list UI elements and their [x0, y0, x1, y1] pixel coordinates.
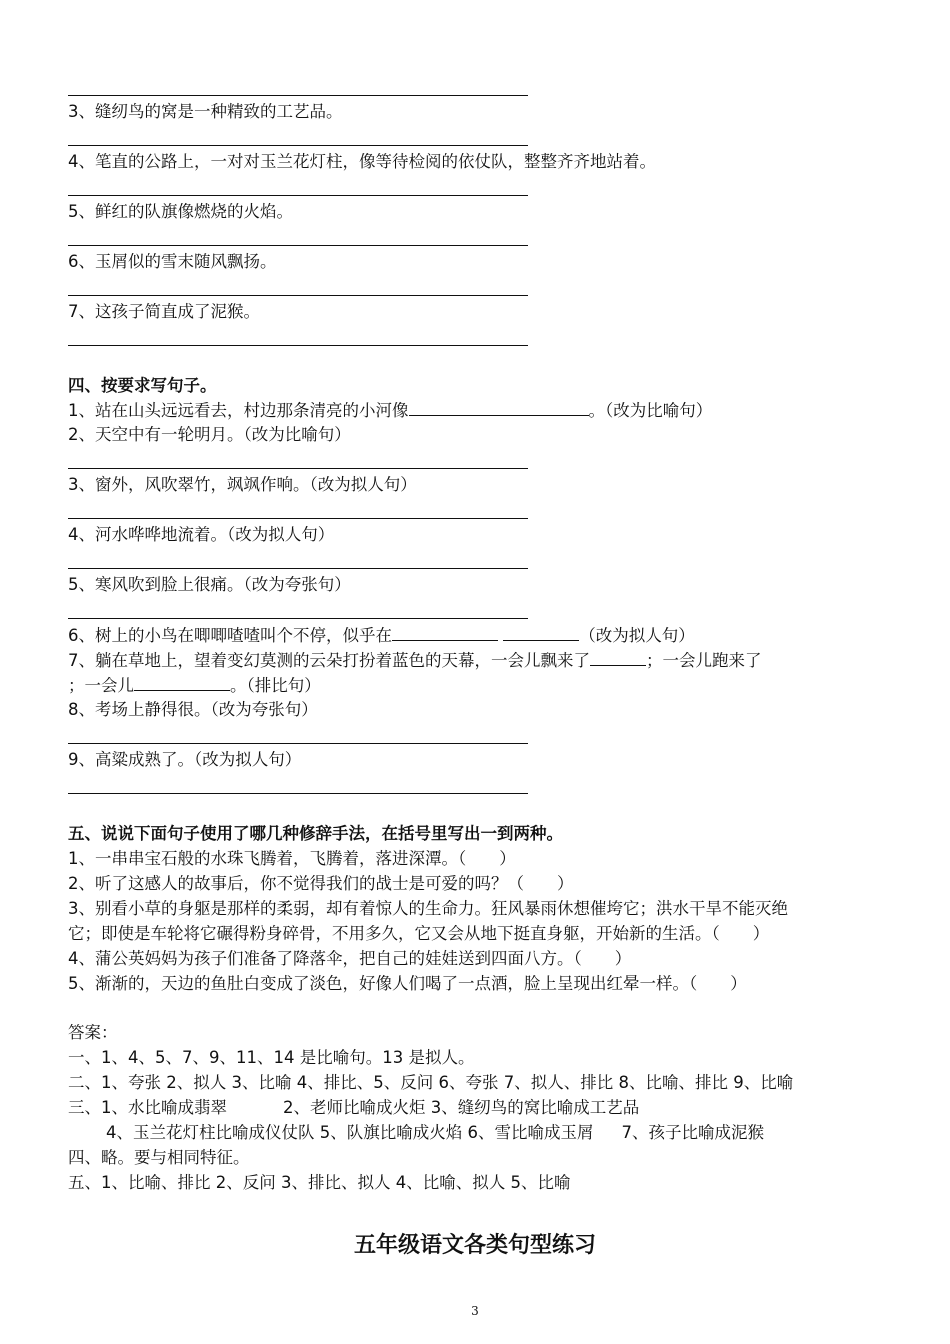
question-4-6-text-b: （改为拟人句）	[579, 626, 695, 645]
answer-1: 一、1、4、5、7、9、11、14 是比喻句。13 是拟人。	[68, 1048, 475, 1067]
fill-blank[interactable]	[590, 649, 646, 666]
question-5-1: 1、一串串宝石般的水珠飞腾着，飞腾着，落进深潭。（ ）	[68, 849, 516, 868]
question-3-7: 7、这孩子简直成了泥猴。	[68, 302, 260, 321]
answer-4: 四、略。要与相同特征。	[68, 1148, 250, 1167]
question-4-1-text-b: 。（改为比喻句）	[588, 401, 713, 420]
answer-3	[68, 1097, 639, 1119]
answer-2: 二、1、夸张 2、拟人 3、比喻 4、排比、5、反问 6、夸张 7、拟人、排比 8、比喻、排比 9、比喻	[68, 1073, 794, 1092]
question-3-5: 5、鲜红的队旗像燃烧的火焰。	[68, 202, 293, 221]
question-4-9: 9、高粱成熟了。（改为拟人句）	[68, 750, 302, 769]
question-3-3: 3、缝纫鸟的窝是一种精致的工艺品。	[68, 102, 343, 121]
question-4-7-text-b: ；一会儿跑来了	[646, 651, 762, 670]
fill-blank[interactable]	[409, 399, 589, 416]
answer-line[interactable]	[68, 195, 528, 196]
answers-label: 答案：	[68, 1023, 118, 1042]
question-4-7-text-c: ；一会儿	[68, 676, 134, 695]
answer-5: 五、1、比喻、排比 2、反问 3、排比、拟人 4、比喻、拟人 5、比喻	[68, 1173, 571, 1192]
question-5-3: 3、别看小草的身躯是那样的柔弱，却有着惊人的生命力。狂风暴雨休想催垮它；洪水干旱不能灭绝	[68, 899, 788, 918]
question-4-6	[68, 624, 695, 647]
question-3-6: 6、玉屑似的雪末随风飘扬。	[68, 252, 277, 271]
section-5-heading: 五、说说下面句子使用了哪几种修辞手法，在括号里写出一到两种。	[68, 824, 563, 843]
answer-3-part-a: 三、1、水比喻成翡翠	[68, 1098, 227, 1117]
question-3-4: 4、笔直的公路上，一对对玉兰花灯柱，像等待检阅的依仗队，整整齐齐地站着。	[68, 152, 656, 171]
answer-line[interactable]	[68, 145, 528, 146]
question-4-7-text-d: 。（排比句）	[230, 676, 321, 695]
question-5-4: 4、蒲公英妈妈为孩子们准备了降落伞，把自己的娃娃送到四面八方。（ ）	[68, 949, 632, 968]
question-4-1	[68, 399, 712, 422]
answer-line[interactable]	[68, 295, 528, 296]
question-4-2: 2、天空中有一轮明月。（改为比喻句）	[68, 425, 351, 444]
section-4-heading: 四、按要求写句子。	[68, 376, 217, 395]
question-4-5: 5、寒风吹到脸上很痛。（改为夸张句）	[68, 575, 351, 594]
question-4-7	[68, 649, 762, 672]
answer-line[interactable]	[68, 618, 528, 619]
question-5-5: 5、渐渐的，天边的鱼肚白变成了淡色，好像人们喝了一点酒，脸上呈现出红晕一样。（ ）	[68, 974, 747, 993]
answer-line[interactable]	[68, 95, 528, 96]
question-4-6-text-a: 6、树上的小鸟在唧唧喳喳叫个不停，似乎在	[68, 626, 392, 645]
answer-line[interactable]	[68, 743, 528, 744]
answer-line[interactable]	[68, 245, 528, 246]
question-4-7-cont	[68, 674, 321, 697]
question-4-8: 8、考场上静得很。（改为夸张句）	[68, 700, 318, 719]
fill-blank[interactable]	[134, 674, 230, 691]
answer-line[interactable]	[68, 468, 528, 469]
question-5-3-cont: 它；即使是车轮将它碾得粉身碎骨，不用多久，它又会从地下挺直身躯，开始新的生活。（ ）	[68, 924, 770, 943]
answer-line[interactable]	[68, 568, 528, 569]
answer-3-cont	[106, 1122, 764, 1144]
fill-blank[interactable]	[392, 624, 498, 641]
question-4-3: 3、窗外，风吹翠竹，飒飒作响。（改为拟人句）	[68, 475, 417, 494]
question-4-7-text-a: 7、躺在草地上，望着变幻莫测的云朵打扮着蓝色的天幕，一会儿飘来了	[68, 651, 590, 670]
question-5-2: 2、听了这感人的故事后，你不觉得我们的战士是可爱的吗？（ ）	[68, 874, 574, 893]
answer-3-part-d: 7、孩子比喻成泥猴	[621, 1123, 764, 1142]
question-4-1-text-a: 1、站在山头远远看去，村边那条清亮的小河像	[68, 401, 409, 420]
answer-line[interactable]	[68, 345, 528, 346]
document-title: 五年级语文各类句型练习	[353, 1232, 596, 1258]
fill-blank[interactable]	[503, 624, 579, 641]
page-number: 3	[471, 1304, 479, 1318]
answer-3-part-b: 2、老师比喻成火炬 3、缝纫鸟的窝比喻成工艺品	[283, 1098, 640, 1117]
question-4-4: 4、河水哗哗地流着。（改为拟人句）	[68, 525, 335, 544]
answer-3-part-c: 4、玉兰花灯柱比喻成仪仗队 5、队旗比喻成火焰 6、雪比喻成玉屑	[106, 1123, 594, 1142]
answer-line[interactable]	[68, 518, 528, 519]
answer-line[interactable]	[68, 793, 528, 794]
